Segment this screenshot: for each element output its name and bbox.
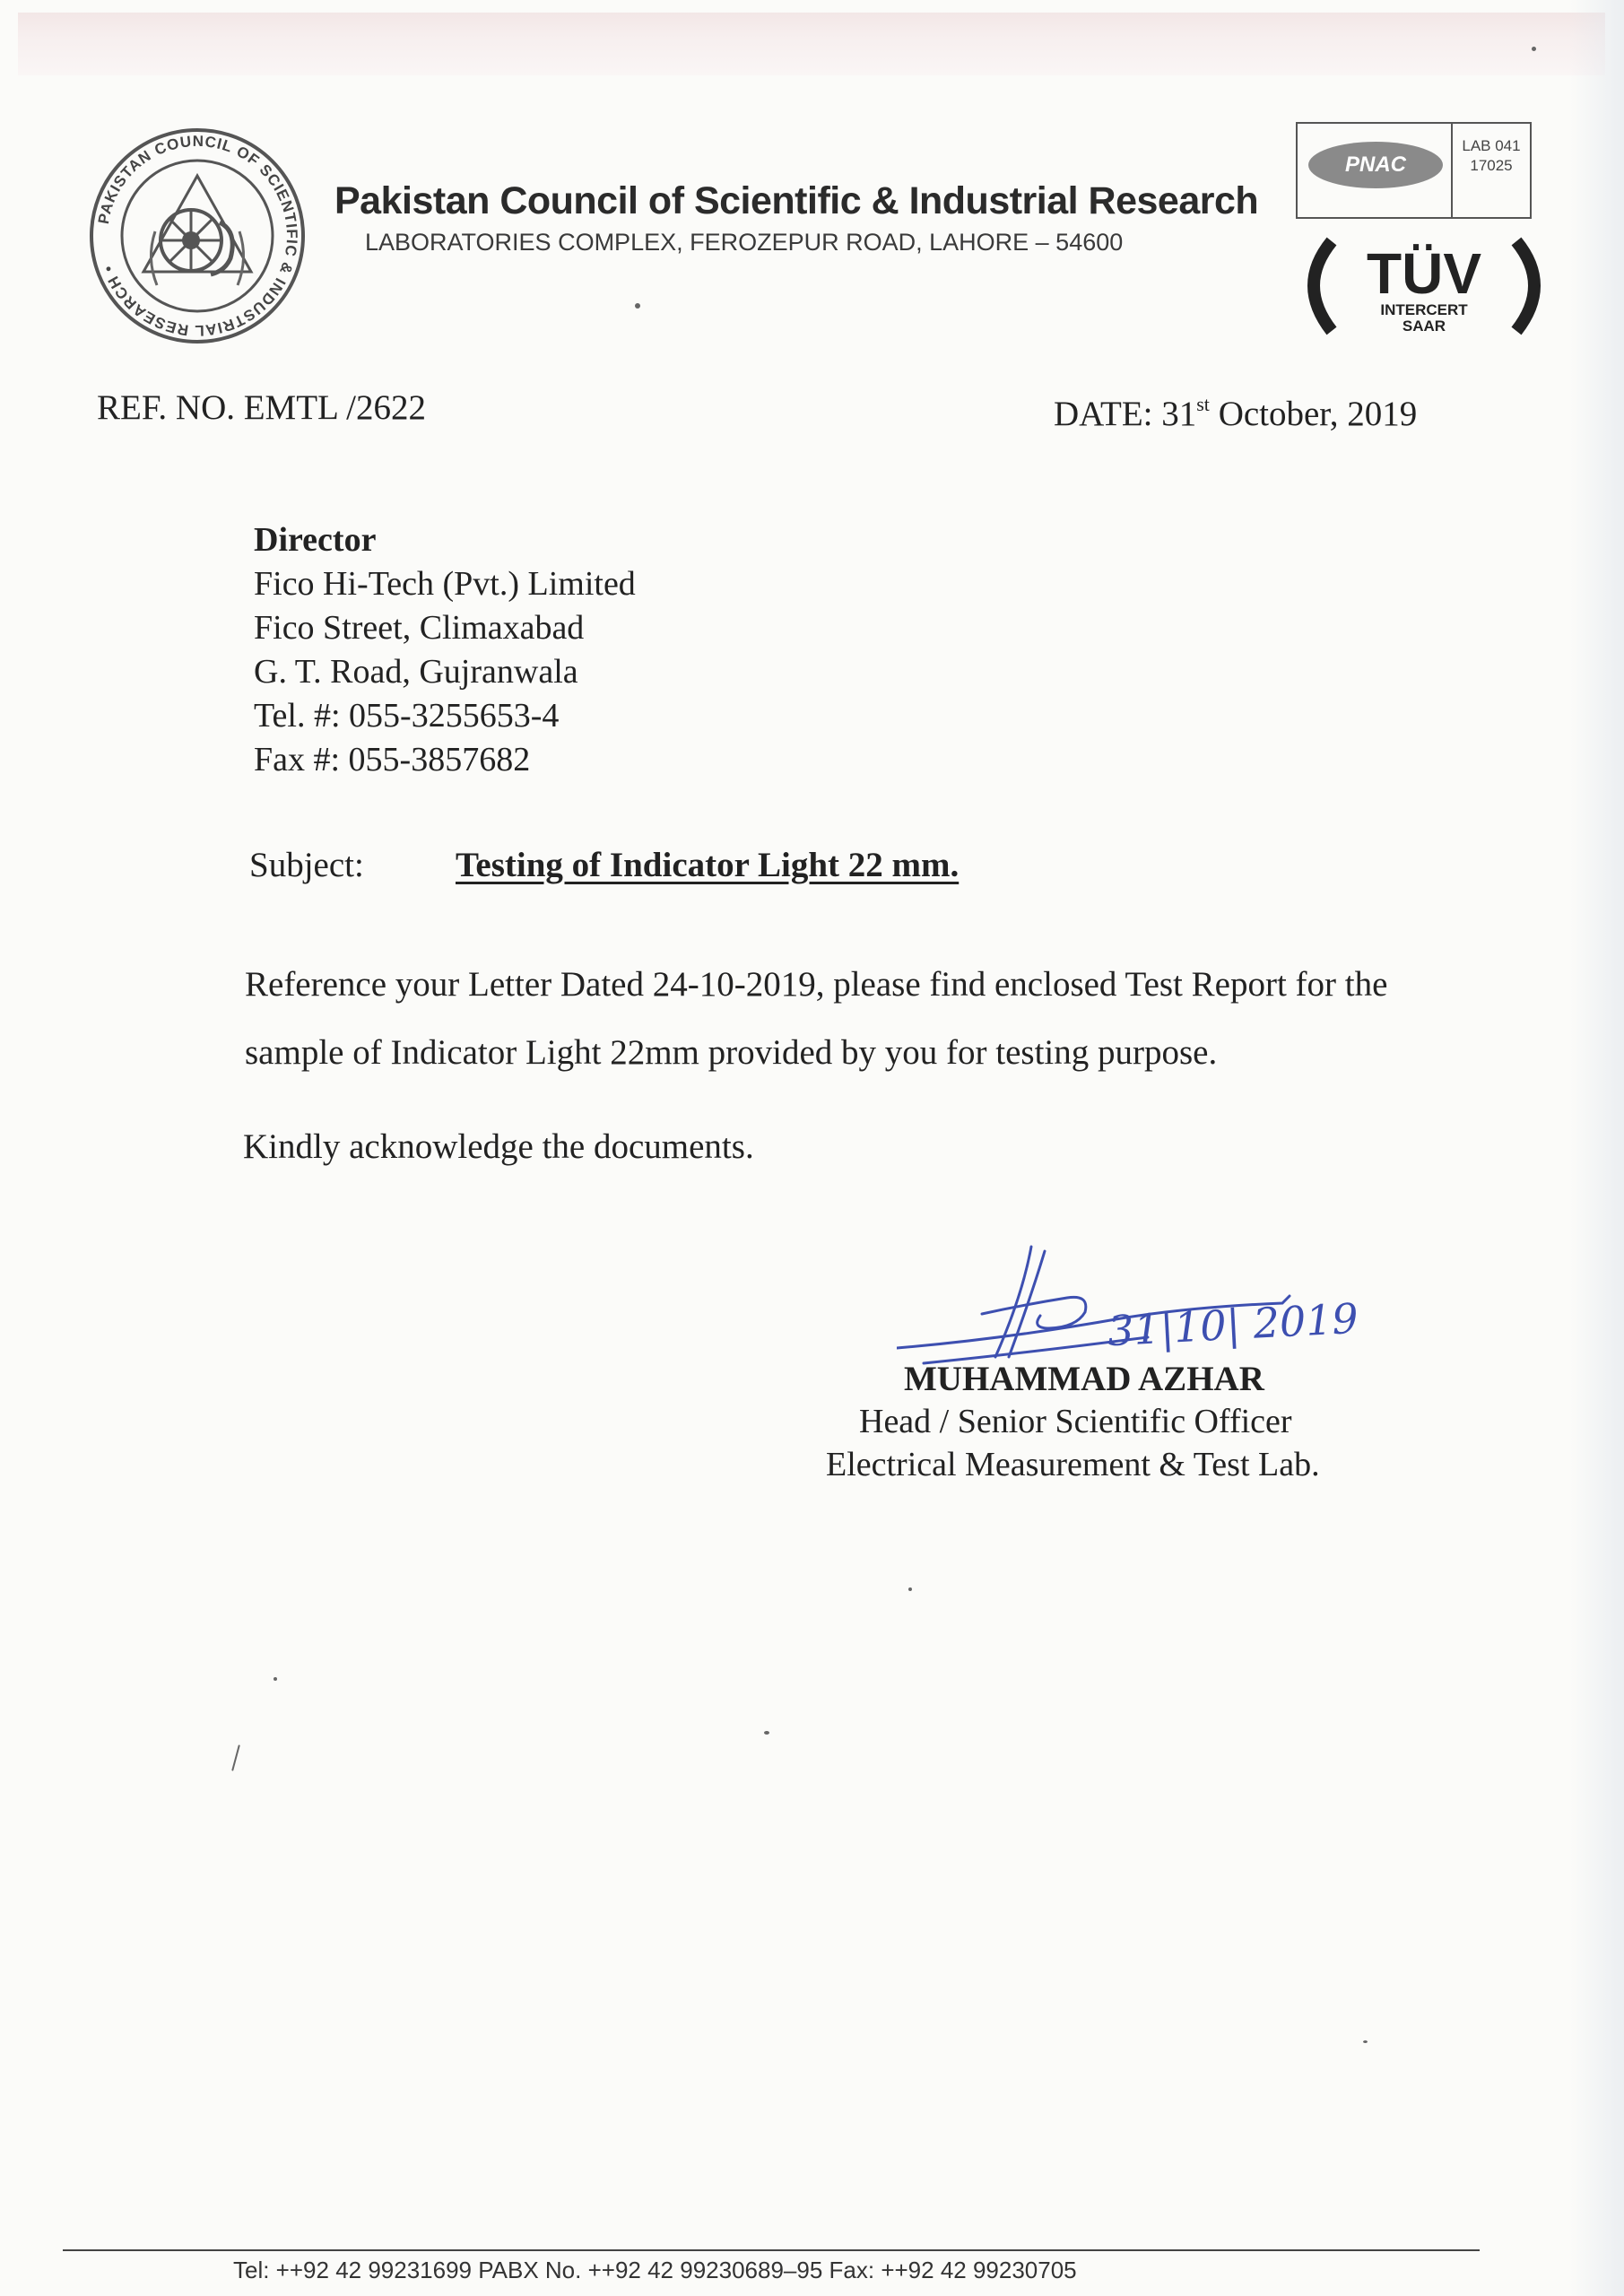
addressee-line: Tel. #: 055-3255653-4 [254, 697, 560, 735]
scan-speck [231, 1744, 240, 1770]
tuv-intercert-label: INTERCERT [1380, 301, 1468, 318]
footer-rule [63, 2249, 1480, 2251]
scan-edge-shadow [1570, 0, 1624, 2296]
subject-label: Subject: [249, 846, 364, 884]
reference-number: REF. NO. EMTL /2622 [97, 388, 427, 427]
subject-row [249, 845, 959, 885]
lab-standard: 17025 [1470, 157, 1513, 174]
scan-speck [1363, 2040, 1368, 2043]
lab-accreditation-box [1451, 122, 1532, 219]
lab-number: LAB 041 [1462, 137, 1521, 154]
date-ordinal: st [1196, 393, 1210, 415]
tuv-saar-label: SAAR [1402, 317, 1446, 335]
signatory-department: Electrical Measurement & Test Lab. [826, 1446, 1320, 1483]
svg-text:PAKISTAN COUNCIL OF SCIENTIFIC: PAKISTAN COUNCIL OF SCIENTIFIC & INDUSTRIAL RESEARCH • [94, 132, 301, 340]
letter-date [1054, 393, 1417, 434]
letterhead [85, 117, 1556, 350]
scan-speck [908, 1587, 912, 1591]
pnac-logo-box [1296, 122, 1453, 219]
addressee-line: Fico Street, Climaxabad [254, 609, 585, 647]
scan-speck [764, 1731, 769, 1735]
subject-text: Testing of Indicator Light 22 mm. [456, 846, 960, 884]
scan-speck [274, 1677, 277, 1681]
signatory-name: MUHAMMAD AZHAR [904, 1360, 1264, 1398]
footer-contact: Tel: ++92 42 99231699 PABX No. ++92 42 99230689–95 Fax: ++92 42 99230705 [233, 2257, 1077, 2283]
tuv-label: TÜV [1367, 241, 1481, 306]
organization-block [334, 179, 1366, 257]
addressee-line: Fico Hi-Tech (Pvt.) Limited [254, 565, 636, 603]
organization-name: Pakistan Council of Scientific & Industrial Research [334, 179, 1259, 222]
date-prefix: DATE: 31 [1054, 395, 1197, 433]
handwritten-date: 31|10| 2019 [1106, 1293, 1359, 1356]
signature-block [807, 1242, 1489, 1502]
organization-address: LABORATORIES COMPLEX, FEROZEPUR ROAD, LAHORE – 54600 [365, 229, 1124, 256]
date-rest: October, 2019 [1209, 395, 1418, 433]
scan-speck [635, 303, 640, 309]
addressee-title: Director [254, 521, 377, 559]
addressee-block [254, 518, 636, 782]
addressee-line: G. T. Road, Gujranwala [254, 653, 578, 691]
certification-logos [1296, 122, 1551, 337]
pnac-label: PNAC [1308, 142, 1443, 188]
scan-artifact-band [18, 13, 1605, 75]
acknowledge-line: Kindly acknowledge the documents. [243, 1127, 754, 1166]
signatory-title: Head / Senior Scientific Officer [859, 1403, 1292, 1440]
addressee-line: Fax #: 055-3857682 [254, 741, 531, 778]
pcsir-seal-logo [85, 124, 309, 348]
tuv-intercert-logo [1303, 234, 1545, 337]
body-paragraph: Reference your Letter Dated 24-10-2019, please find enclosed Test Report for the sample of Indicator Light 22mm provided by you for testing purpose. [245, 965, 1388, 1072]
pnac-accreditation-badge [1296, 122, 1538, 225]
scan-speck [1532, 47, 1536, 51]
